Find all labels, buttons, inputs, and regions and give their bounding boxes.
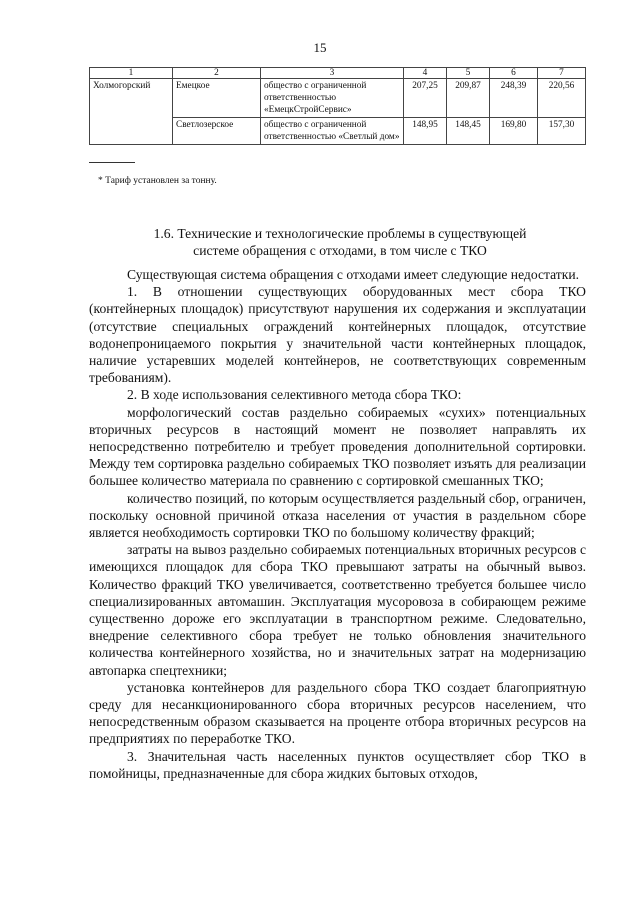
section-heading-line: 1.6. Технические и технологические проблемы в существующей	[153, 226, 527, 241]
value-cell: 169,80	[490, 118, 538, 145]
header-cell: 5	[447, 68, 490, 79]
paragraph: количество позиций, по которым осуществляется раздельный сбор, ограничен, поскольку основной причиной отказа населения от участия в раздельном сборе является необходимость сортировки ТКО по большому количеству фракций;	[89, 490, 586, 541]
value-cell: 220,56	[538, 79, 586, 118]
header-cell: 7	[538, 68, 586, 79]
paragraph: 1. В отношении существующих оборудованных мест сбора ТКО (контейнерных площадок) присутствуют нарушения их содержания и эксплуатации (отсутствие специальных ограждений контейнерных площадок, отсутствие водонепроницаемого покрытия у значительной части контейнерных площадок, наличие устаревших моделей контейнеров, не соответствующих современным требованиям).	[89, 284, 586, 386]
paragraph: затраты на вывоз раздельно собираемых потенциальных вторичных ресурсов с имеющихся площадок для сбора ТКО превышают затраты на обычный вывоз. Количество фракций ТКО увеличивается, соответственно требуется большее число специализированных автомашин. Эксплуатация мусоровоза в собирающем режиме существенно дороже его эксплуатации в транспортном режиме. Следовательно, внедрение селективного сбора требует не только обновления значительного количества контейнерного хозяйства, но и значительных затрат на модернизацию автопарка спецтехники;	[89, 542, 586, 678]
value-cell: 207,25	[404, 79, 447, 118]
table-header-row	[90, 68, 586, 79]
header-cell: 2	[173, 68, 261, 79]
footnote-separator	[89, 162, 135, 163]
header-cell: 4	[404, 68, 447, 79]
section-body	[89, 266, 586, 782]
district-cell: Холмогорский	[90, 79, 173, 145]
page-number: 15	[313, 40, 327, 55]
paragraph: морфологический состав раздельно собираемых «сухих» потенциальных вторичных ресурсов в настоящий момент не позволяет направлять их непосредственно потребителю и требует проведения дополнительной сортировки. Между тем сортировка раздельно собираемых ТКО позволяет изъять для реализации большее количество материала по сравнению с сортировкой смешанных ТКО;	[89, 404, 586, 489]
header-cell: 1	[90, 68, 173, 79]
value-cell: 148,45	[447, 118, 490, 145]
settlement-cell: Емецкое	[173, 79, 261, 118]
operator-cell: общество с ограниченной ответственностью «ЕмецкСтройСервис»	[261, 79, 404, 118]
paragraph: 3. Значительная часть населенных пунктов осуществляет сбор ТКО в помойницы, предназначенные для сбора жидких бытовых отходов,	[89, 748, 586, 781]
section-heading	[100, 225, 580, 259]
value-cell: 248,39	[490, 79, 538, 118]
section-heading-line: системе обращения с отходами, в том числе с ТКО	[193, 243, 487, 258]
value-cell: 209,87	[447, 79, 490, 118]
settlement-cell: Светлозерское	[173, 118, 261, 145]
footnote: * Тариф установлен за тонну.	[98, 176, 217, 186]
tariff-table	[89, 67, 586, 145]
paragraph: Существующая система обращения с отходами имеет следующие недостатки.	[127, 267, 580, 282]
operator-cell: общество с ограниченной ответственностью «Светлый дом»	[261, 118, 404, 145]
value-cell: 148,95	[404, 118, 447, 145]
header-cell: 6	[490, 68, 538, 79]
value-cell: 157,30	[538, 118, 586, 145]
paragraph: 2. В ходе использования селективного метода сбора ТКО:	[127, 387, 462, 403]
paragraph: установка контейнеров для раздельного сбора ТКО создает благоприятную среду для несанкционированного сбора вторичных ресурсов населением, что непосредственным образом сказывается на проценте отбора вторичных ресурсов на предприятиях по переработке ТКО.	[89, 679, 586, 747]
table-row	[90, 79, 586, 118]
header-cell: 3	[261, 68, 404, 79]
